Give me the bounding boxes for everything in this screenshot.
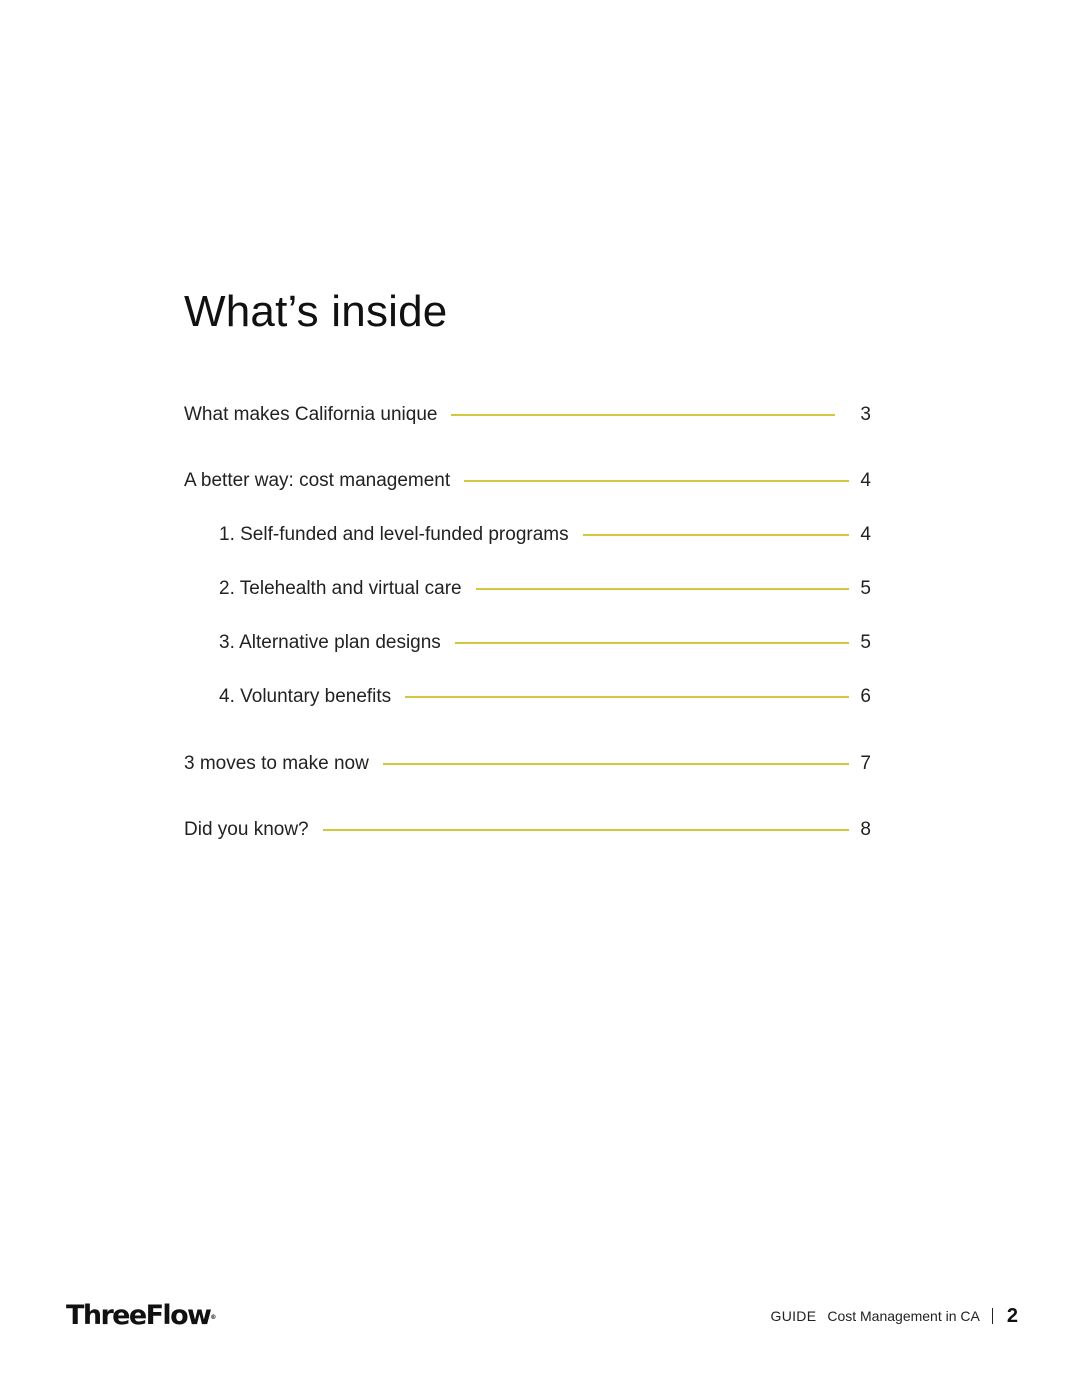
toc-entry-voluntary-benefits[interactable] [219,683,871,711]
toc-entry-california-unique[interactable] [184,401,871,429]
trademark-symbol: ® [210,1314,217,1321]
toc-entry-page: 4 [860,524,871,545]
page-number: 2 [1006,1304,1018,1327]
logo-wordmark: ThreeFlow [66,1300,211,1331]
toc-entry-page: 3 [860,404,871,425]
footer-doc-type: GUIDE [770,1308,817,1324]
toc-entry-label: 2. Telehealth and virtual care [219,578,462,599]
toc-entry-page: 5 [860,632,871,653]
toc-entry-label: 3 moves to make now [184,753,369,774]
toc-entry-did-you-know[interactable] [184,816,871,844]
toc-entry-cost-management[interactable] [184,467,871,495]
toc-leader-line [323,829,849,831]
toc-leader-line [383,763,849,765]
toc-entry-page: 6 [860,686,871,707]
toc-entry-alternative-plans[interactable] [219,629,871,657]
toc-leader-line [455,642,849,644]
toc-entry-page: 7 [860,753,871,774]
toc-leader-line [464,480,849,482]
toc-entry-label: 3. Alternative plan designs [219,632,441,653]
toc-entry-label: 4. Voluntary benefits [219,686,392,707]
toc-entry-label: What makes California unique [184,404,438,425]
toc-entry-telehealth[interactable] [219,575,871,603]
toc-entry-page: 5 [860,578,871,599]
toc-entry-page: 4 [860,470,871,491]
toc-entry-label: A better way: cost management [184,470,451,491]
toc-entry-page: 8 [860,819,871,840]
toc-leader-line [405,696,849,698]
toc-entry-label: 1. Self-funded and level-funded programs [219,524,569,545]
footer-divider [992,1308,993,1324]
toc-leader-line [476,588,849,590]
toc-entry-three-moves[interactable] [184,750,871,778]
toc-entry-label: Did you know? [184,819,309,840]
threeflow-logo [66,1300,216,1332]
toc-leader-line [583,534,849,536]
toc-entry-self-funded[interactable] [219,521,871,549]
toc-leader-line [451,414,835,416]
footer-doc-title: Cost Management in CA [827,1308,980,1324]
page-footer [771,1302,1019,1330]
page-title: What’s inside [184,287,448,336]
